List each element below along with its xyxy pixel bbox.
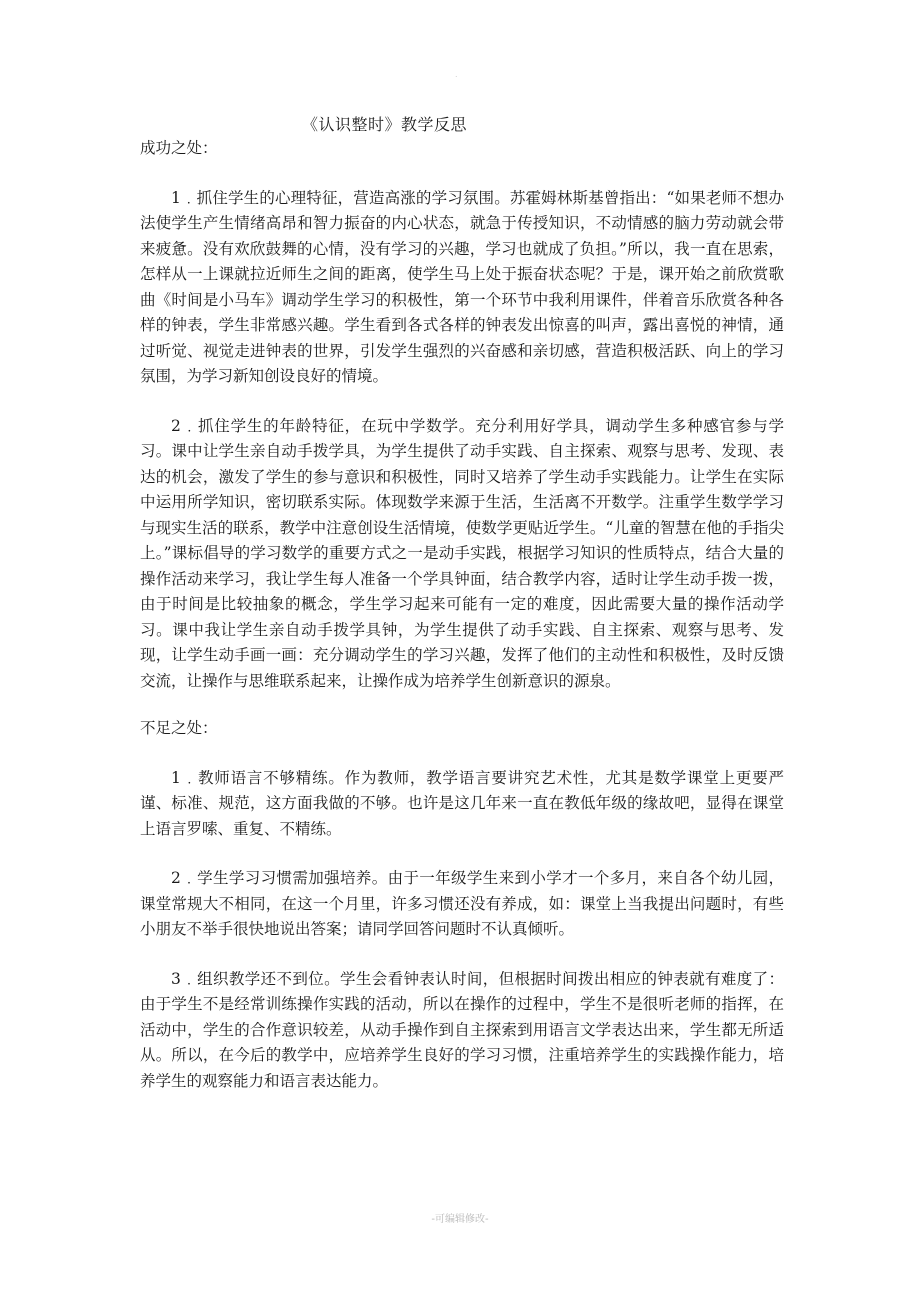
section-heading-success: 成功之处： (140, 139, 218, 157)
paragraph-shortcoming-1: 1﹒教师语言不够精练。作为教师，教学语言要讲究艺术性，尤其是数学课堂上更要严谨、标准、规范，这方面我做的不够。也许是这几年来一直在教低年级的缘故吧，显得在课堂上语言罗嗦、重复、不精练。 (140, 768, 784, 838)
paragraph-success-2: 2﹒抓住学生的年龄特征，在玩中学数学。充分利用好学具，调动学生多种感官参与学习。课中让学生亲自动手拨学具，为学生提供了动手实践、自主探索、观察与思考、发现、表达的机会，激发了学生的参与意识和积极性，同时又培养了学生动手实践能力。让学生在实际中运用所学知识，密切联系实际。体现数学来源于生活，生活离不开数学。注重学生数学学习与现实生活的联系，教学中注意创设生活情境，使数学更贴近学生。“儿童的智慧在他的手指尖上。”课标倡导的学习数学的重要方式之一是动手实践，根据学习知识的性质特点，结合大量的操作活动来学习，我让学生每人准备一个学具钟面，结合教学内容，适时让学生动手拨一拨，由于时间是比较抽象的概念，学生学习起来可能有一定的难度，因此需要大量的操作活动学习。课中我让学生亲自动手拨学具钟，为学生提供了动手实践、自主探索、观察与思考、发现，让学生动手画一画：充分调动学生的学习兴趣，发挥了他们的主动性和积极性，及时反馈交流，让操作与思维联系起来，让操作成为培养学生创新意识的源泉。 (140, 416, 784, 690)
section-heading-shortcomings: 不足之处： (140, 719, 218, 737)
document-body (140, 136, 784, 1094)
page-footer: -可编辑修改- (431, 1214, 489, 1225)
header-mark: . (455, 70, 458, 79)
paragraph-shortcoming-2: 2﹒学生学习习惯需加强培养。由于一年级学生来到小学才一个多月，来自各个幼儿园，课堂常规大不相同，在这一个月里，许多习惯还没有养成，如：课堂上当我提出问题时，有些小朋友不举手很快地说出答案；请同学回答问题时不认真倾听。 (140, 869, 784, 938)
document-title: 《认识整时》教学反思 (302, 115, 468, 134)
paragraph-shortcoming-3: 3﹒组织教学还不到位。学生会看钟表认时间，但根据时间拨出相应的钟表就有难度了：由于学生不是经常训练操作实践的活动，所以在操作的过程中，学生不是很听老师的指挥，在活动中，学生的合作意识较差，从动手操作到自主探索到用语言文学表达出来，学生都无所适从。所以，在今后的教学中，应培养学生良好的学习习惯，注重培养学生的实践操作能力，培养学生的观察能力和语言表达能力。 (140, 969, 784, 1090)
paragraph-success-1: 1﹒抓住学生的心理特征，营造高涨的学习氛围。苏霍姆林斯基曾指出：“如果老师不想办法使学生产生情绪高昂和智力振奋的内心状态，就急于传授知识，不动情感的脑力劳动就会带来疲惫。没有欢欣鼓舞的心情，没有学习的兴趣，学习也就成了负担。”所以，我一直在思索，怎样从一上课就拉近师生之间的距离，使学生马上处于振奋状态呢？于是，课开始之前欣赏歌曲《时间是小马车》调动学生学习的积极性，第一个环节中我利用课件，伴着音乐欣赏各种各样的钟表，学生非常感兴趣。学生看到各式各样的钟表发出惊喜的叫声，露出喜悦的神情，通过听觉、视觉走进钟表的世界，引发学生强烈的兴奋感和亲切感，营造积极活跃、向上的学习氛围，为学习新知创设良好的情境。 (140, 188, 784, 385)
